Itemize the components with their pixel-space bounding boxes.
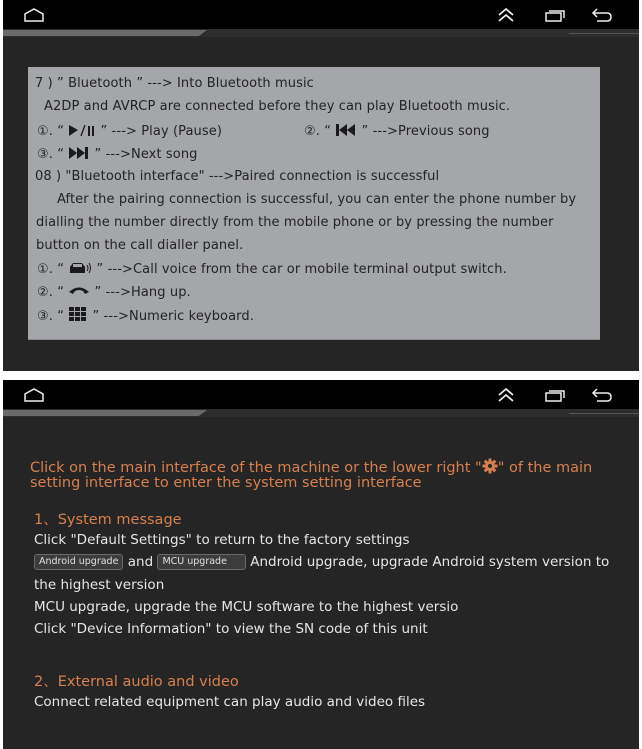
pairing-paragraph-2: dialling the number directly from the mobile phone or by pressing the number <box>36 215 554 230</box>
android-nav-bar <box>3 0 639 29</box>
active-tab-indicator <box>3 410 207 416</box>
tab-strip <box>3 29 639 37</box>
external-av-heading: 2、External audio and video <box>34 674 239 690</box>
device-information-line: Click "Device Information" to view the SN code of this unit <box>34 621 428 637</box>
hang-up-icon <box>68 284 90 298</box>
next-track-icon <box>68 146 90 160</box>
tab-divider <box>569 33 639 34</box>
android-upgrade-chip: Android upgrade <box>34 554 123 570</box>
default-settings-line: Click "Default Settings" to return to the factory settings <box>34 532 410 548</box>
previous-track-icon <box>335 123 357 137</box>
play-pause-item: ①. “ ” ---> Play (Pause) <box>37 124 223 139</box>
home-icon[interactable] <box>23 6 45 24</box>
pairing-paragraph-3: button on the call dialler panel. <box>36 238 244 253</box>
home-icon[interactable] <box>23 386 45 404</box>
bluetooth-manual-screen <box>3 0 639 371</box>
recent-apps-icon[interactable] <box>543 6 567 24</box>
back-icon[interactable] <box>590 386 614 404</box>
external-av-line: Connect related equipment can play audio and video files <box>34 694 426 710</box>
system-settings-manual-screen <box>3 380 639 749</box>
android-nav-bar <box>3 380 639 409</box>
manual-page <box>28 67 600 340</box>
mcu-upgrade-line: MCU upgrade, upgrade the MCU software to the highest versio <box>34 599 459 615</box>
next-song-item: ③. “ ” --->Next song <box>37 147 198 162</box>
upgrade-line: Android upgrade and MCU upgrade Android upgrade, upgrade Android system version to <box>34 554 609 570</box>
hang-up-item: ②. “ ” --->Hang up. <box>37 285 191 300</box>
settings-intro: Click on the main interface of the machine or the lower right " " of the main setting interface to enter the system setting interface <box>30 460 593 491</box>
tab-strip <box>3 409 639 417</box>
voice-switch-item: ①. “ ” --->Call voice from the car or mobile terminal output switch. <box>37 262 507 277</box>
car-audio-switch-icon <box>68 261 92 275</box>
recent-apps-icon[interactable] <box>543 386 567 404</box>
bluetooth-music-title: 7 ) ” Bluetooth ” ---> Into Bluetooth music <box>35 76 314 91</box>
a2dp-note: A2DP and AVRCP are connected before they can play Bluetooth music. <box>44 99 511 114</box>
play-pause-icon <box>68 123 96 137</box>
numeric-keyboard-item: ③. “ ” --->Numeric keyboard. <box>37 309 254 324</box>
expand-up-icon[interactable] <box>496 6 516 24</box>
bluetooth-interface-title: 08 ) "Bluetooth interface" --->Paired connection is successful <box>35 169 440 184</box>
expand-up-icon[interactable] <box>496 386 516 404</box>
system-message-heading: 1、System message <box>34 512 182 528</box>
mcu-upgrade-chip: MCU upgrade <box>157 554 246 570</box>
highest-version-line: the highest version <box>34 577 165 593</box>
tab-divider <box>569 413 639 414</box>
keypad-icon <box>68 307 88 322</box>
previous-song-item: ②. “ ” --->Previous song <box>304 124 490 139</box>
settings-gear-icon <box>482 458 498 474</box>
active-tab-indicator <box>3 30 207 36</box>
pairing-paragraph-1: After the pairing connection is successful, you can enter the phone number by <box>57 192 577 207</box>
back-icon[interactable] <box>590 6 614 24</box>
